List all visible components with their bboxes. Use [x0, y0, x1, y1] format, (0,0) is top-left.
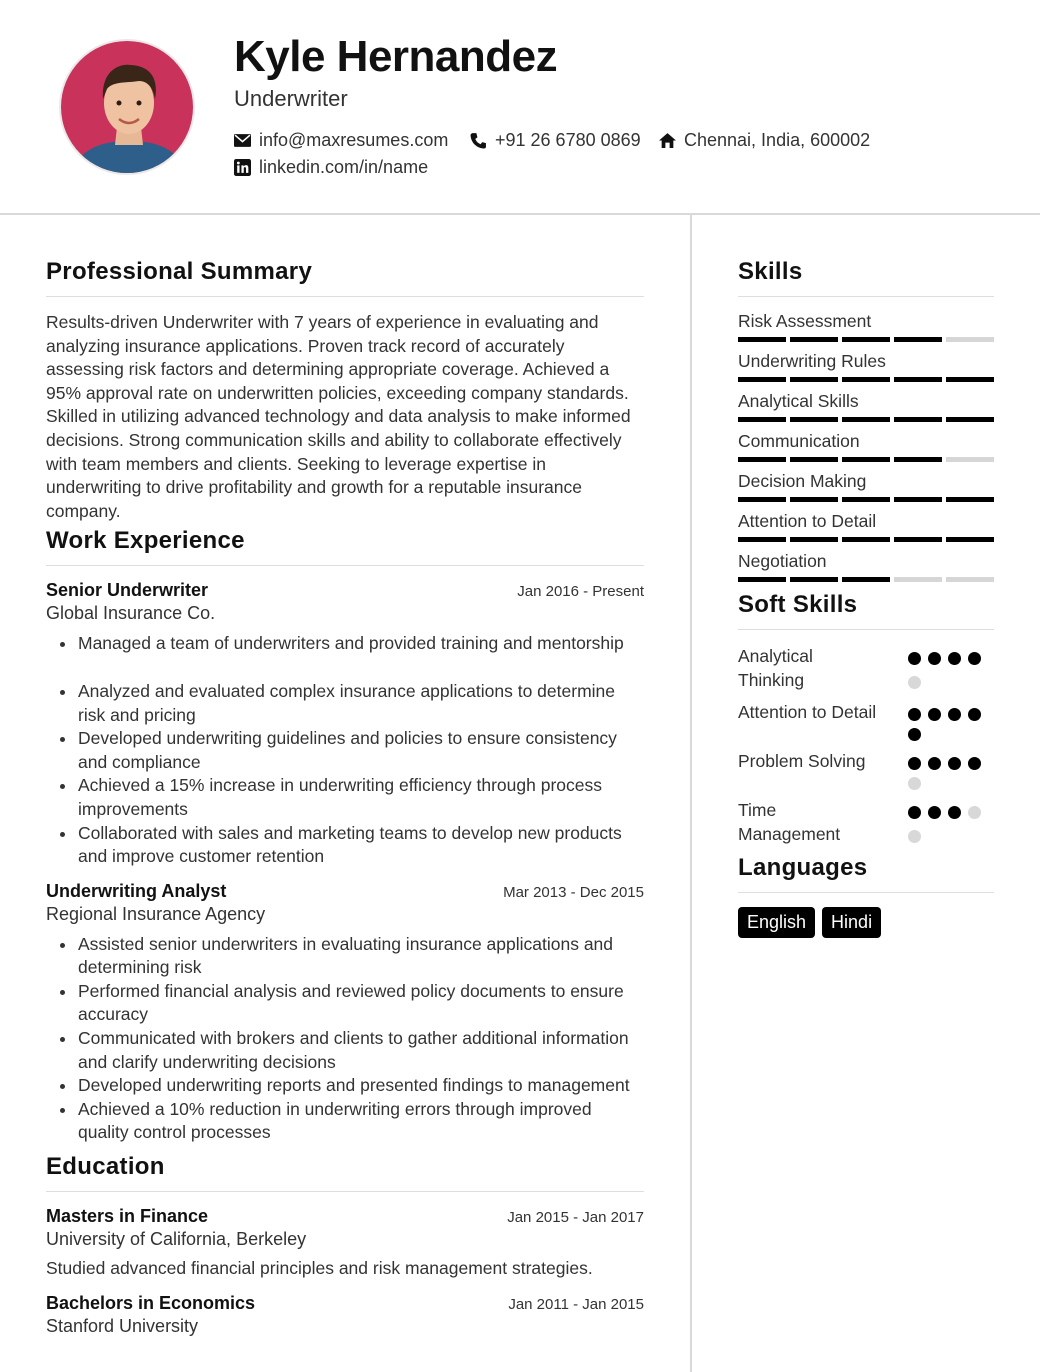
languages-list: [738, 907, 994, 938]
skill-item: [738, 551, 994, 582]
skill-level-bar: [738, 337, 994, 342]
candidate-name: Kyle Hernandez: [234, 32, 558, 81]
skill-level-segment: [894, 377, 942, 382]
skill-level-segment: [894, 417, 942, 422]
job-title: Underwriting Analyst: [46, 880, 227, 901]
skill-level-segment: [946, 457, 994, 462]
education-description: Studied advanced financial principles and risk management strategies.: [46, 1258, 593, 1279]
skill-level-segment: [842, 497, 890, 502]
rating-dot: [908, 708, 921, 721]
job-organization: Regional Insurance Agency: [46, 903, 266, 924]
soft-skill-name: Analytical Thinking: [738, 646, 813, 690]
experience-heading: Work Experience: [46, 527, 644, 566]
contact-phone[interactable]: [470, 130, 641, 151]
rating-dot: [928, 757, 941, 770]
skill-level-segment: [738, 417, 786, 422]
bullet-item: Achieved a 15% increase in underwriting efficiency through process improvements: [58, 774, 644, 821]
phone-icon: [470, 132, 487, 149]
rating-dot: [928, 806, 941, 819]
skill-name: Attention to Detail: [738, 511, 877, 531]
job-bullets: [46, 933, 644, 1145]
education-dates: Jan 2015 - Jan 2017: [507, 1209, 644, 1227]
rating-dot: [908, 830, 921, 843]
job-organization: Global Insurance Co.: [46, 603, 216, 624]
skill-level-segment: [790, 377, 838, 382]
skill-level-bar: [738, 497, 994, 502]
job-entry: [46, 580, 644, 868]
bullet-item: Communicated with brokers and clients to gather additional information and clarify underwriting decisions: [58, 1027, 644, 1074]
soft-skill-rating: [908, 700, 994, 741]
skill-level-segment: [790, 497, 838, 502]
bullet-item: Assisted senior underwriters in evaluating insurance applications and determining risk: [58, 933, 644, 980]
skill-item: [738, 311, 994, 342]
candidate-role: Underwriter: [234, 86, 348, 111]
skill-name: Risk Assessment: [738, 311, 872, 331]
skill-level-bar: [738, 417, 994, 422]
skill-item: [738, 351, 994, 382]
rating-dot: [908, 806, 921, 819]
bullet-item: Developed underwriting reports and presented findings to management: [58, 1074, 644, 1098]
skill-level-segment: [738, 577, 786, 582]
rating-dot: [948, 652, 961, 665]
skill-level-segment: [738, 497, 786, 502]
skill-level-segment: [738, 337, 786, 342]
main-column: [46, 258, 644, 1345]
skill-level-segment: [842, 577, 890, 582]
profile-photo: [59, 39, 195, 175]
bullet-item: Developed underwriting guidelines and policies to ensure consistency and compliance: [58, 727, 644, 774]
skill-level-bar: [738, 537, 994, 542]
skill-level-segment: [946, 497, 994, 502]
envelope-icon: [234, 132, 251, 149]
rating-dot: [908, 728, 921, 741]
rating-dot: [908, 777, 921, 790]
skill-level-segment: [946, 337, 994, 342]
sidebar-column: [738, 258, 994, 938]
skill-level-segment: [738, 457, 786, 462]
resume-header: [0, 0, 1040, 215]
job-dates: Jan 2016 - Present: [517, 583, 644, 601]
skill-level-bar: [738, 457, 994, 462]
skill-level-segment: [946, 577, 994, 582]
skill-level-segment: [842, 337, 890, 342]
skill-level-segment: [790, 337, 838, 342]
avatar-portrait-icon: [61, 41, 195, 175]
skill-level-segment: [842, 377, 890, 382]
soft-skill-item: [738, 798, 994, 846]
skills-heading: Skills: [738, 258, 994, 297]
location-text: Chennai, India, 600002: [684, 130, 871, 150]
soft-skills-heading: Soft Skills: [738, 591, 994, 630]
language-tag: Hindi: [822, 907, 881, 938]
skill-level-segment: [894, 497, 942, 502]
soft-skills-list: [738, 644, 994, 846]
soft-skill-item: [738, 749, 994, 790]
soft-skill-name: Attention to Detail: [738, 702, 877, 722]
skill-name: Communication: [738, 431, 860, 451]
linkedin-text: linkedin.com/in/name: [259, 157, 429, 177]
languages-heading: Languages: [738, 854, 994, 893]
job-entry: [46, 881, 644, 1145]
language-tag: English: [738, 907, 815, 938]
bullet-item: Collaborated with sales and marketing teams to develop new products and improve customer retention: [58, 822, 644, 869]
skill-name: Underwriting Rules: [738, 351, 886, 371]
soft-skill-rating: [908, 749, 994, 790]
skill-level-segment: [790, 417, 838, 422]
rating-dot: [928, 652, 941, 665]
summary-text: Results-driven Underwriter with 7 years of experience in evaluating and analyzing insurance applications. Proven track record of accurately assessing risk factors and determining appropriate coverage. Achieved a 95% approval rate on underwritten policies, exceeding company standards. Skilled in utilizing advanced technology and data analysis to make informed decisions. Strong communication skills and ability to collaborate effectively with team members and clients. Seeking to leverage expertise in underwriting to drive profitability and growth for a reputable insurance company.: [46, 312, 631, 521]
rating-dot: [968, 708, 981, 721]
skill-name: Analytical Skills: [738, 391, 859, 411]
home-icon: [659, 132, 676, 149]
job-dates: Mar 2013 - Dec 2015: [503, 883, 644, 901]
skill-name: Decision Making: [738, 471, 867, 491]
school-name: University of California, Berkeley: [46, 1229, 307, 1250]
school-name: Stanford University: [46, 1316, 199, 1337]
column-divider: [690, 215, 692, 1372]
rating-dot: [948, 708, 961, 721]
rating-dot: [908, 652, 921, 665]
skill-level-bar: [738, 377, 994, 382]
bullet-item: Performed financial analysis and reviewed policy documents to ensure accuracy: [58, 980, 644, 1027]
skill-level-segment: [790, 577, 838, 582]
rating-dot: [928, 708, 941, 721]
linkedin-icon: [234, 159, 251, 176]
degree-title: Bachelors in Economics: [46, 1293, 256, 1314]
education-entry: [46, 1293, 644, 1337]
skill-item: [738, 431, 994, 462]
skill-level-segment: [946, 417, 994, 422]
skill-level-segment: [894, 577, 942, 582]
contact-email[interactable]: [234, 130, 448, 151]
rating-dot: [968, 806, 981, 819]
skill-level-segment: [894, 537, 942, 542]
rating-dot: [908, 757, 921, 770]
skill-level-segment: [946, 377, 994, 382]
skill-item: [738, 471, 994, 502]
skill-level-segment: [842, 537, 890, 542]
summary-heading: Professional Summary: [46, 258, 644, 297]
rating-dot: [908, 676, 921, 689]
skill-item: [738, 511, 994, 542]
job-bullets: [46, 632, 644, 868]
skill-level-segment: [894, 337, 942, 342]
skill-level-segment: [790, 537, 838, 542]
rating-dot: [968, 757, 981, 770]
rating-dot: [968, 652, 981, 665]
skill-level-segment: [738, 537, 786, 542]
skill-level-segment: [894, 457, 942, 462]
email-text: info@maxresumes.com: [259, 130, 449, 150]
skill-level-segment: [790, 457, 838, 462]
rating-dot: [948, 806, 961, 819]
rating-dot: [948, 757, 961, 770]
degree-title: Masters in Finance: [46, 1206, 209, 1227]
soft-skill-name: Problem Solving: [738, 751, 866, 771]
soft-skill-item: [738, 700, 994, 741]
contact-location: [659, 130, 870, 151]
soft-skill-name: Time Management: [738, 800, 841, 844]
education-heading: Education: [46, 1153, 644, 1192]
soft-skill-rating: [908, 644, 994, 692]
contact-linkedin[interactable]: [234, 157, 428, 178]
job-title: Senior Underwriter: [46, 580, 209, 601]
bullet-item: Analyzed and evaluated complex insurance applications to determine risk and pricing: [58, 680, 644, 727]
soft-skill-item: [738, 644, 994, 692]
skill-level-segment: [738, 377, 786, 382]
soft-skill-rating: [908, 798, 994, 846]
skill-level-segment: [842, 457, 890, 462]
bullet-item: Achieved a 10% reduction in underwriting errors through improved quality control processes: [58, 1098, 644, 1145]
education-entry: [46, 1206, 644, 1279]
skill-level-segment: [946, 537, 994, 542]
skill-level-bar: [738, 577, 994, 582]
skill-item: [738, 391, 994, 422]
phone-text: +91 26 6780 0869: [495, 130, 641, 150]
skill-name: Negotiation: [738, 551, 827, 571]
bullet-item: Managed a team of underwriters and provided training and mentorship: [58, 632, 644, 656]
skills-list: [738, 311, 994, 582]
skill-level-segment: [842, 417, 890, 422]
education-dates: Jan 2011 - Jan 2015: [508, 1296, 644, 1314]
